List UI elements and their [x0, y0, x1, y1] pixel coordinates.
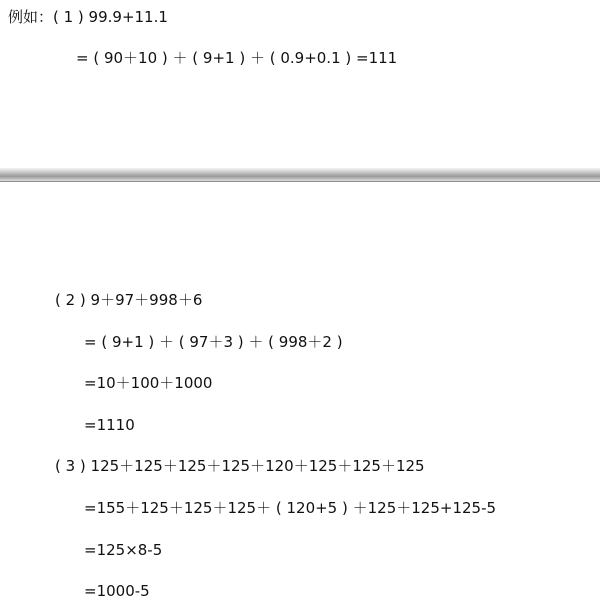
page-divider — [0, 168, 600, 182]
example-3-step-3: =1000-5 — [84, 582, 150, 600]
example-2-heading: ( 2 ) 9＋97＋998＋6 — [55, 291, 203, 309]
example-2-step-1: = ( 9+1 ) ＋ ( 97＋3 ) ＋ ( 998＋2 ) — [84, 333, 343, 351]
example-1-heading: 例如：( 1 ) 99.9+11.1 — [8, 8, 168, 26]
example-3-step-2: =125×8-5 — [84, 541, 163, 559]
example-2-step-2: =10＋100＋1000 — [84, 374, 213, 392]
example-3-heading: ( 3 ) 125＋125＋125＋125＋120＋125＋125＋125 — [55, 457, 425, 475]
example-1-step-1: = ( 90＋10 ) ＋ ( 9+1 ) ＋ ( 0.9+0.1 ) =111 — [76, 49, 398, 67]
example-2-step-3: =1110 — [84, 416, 135, 434]
example-3-step-1: =155＋125＋125＋125＋ ( 120+5 ) ＋125＋125+125-5 — [84, 499, 497, 517]
